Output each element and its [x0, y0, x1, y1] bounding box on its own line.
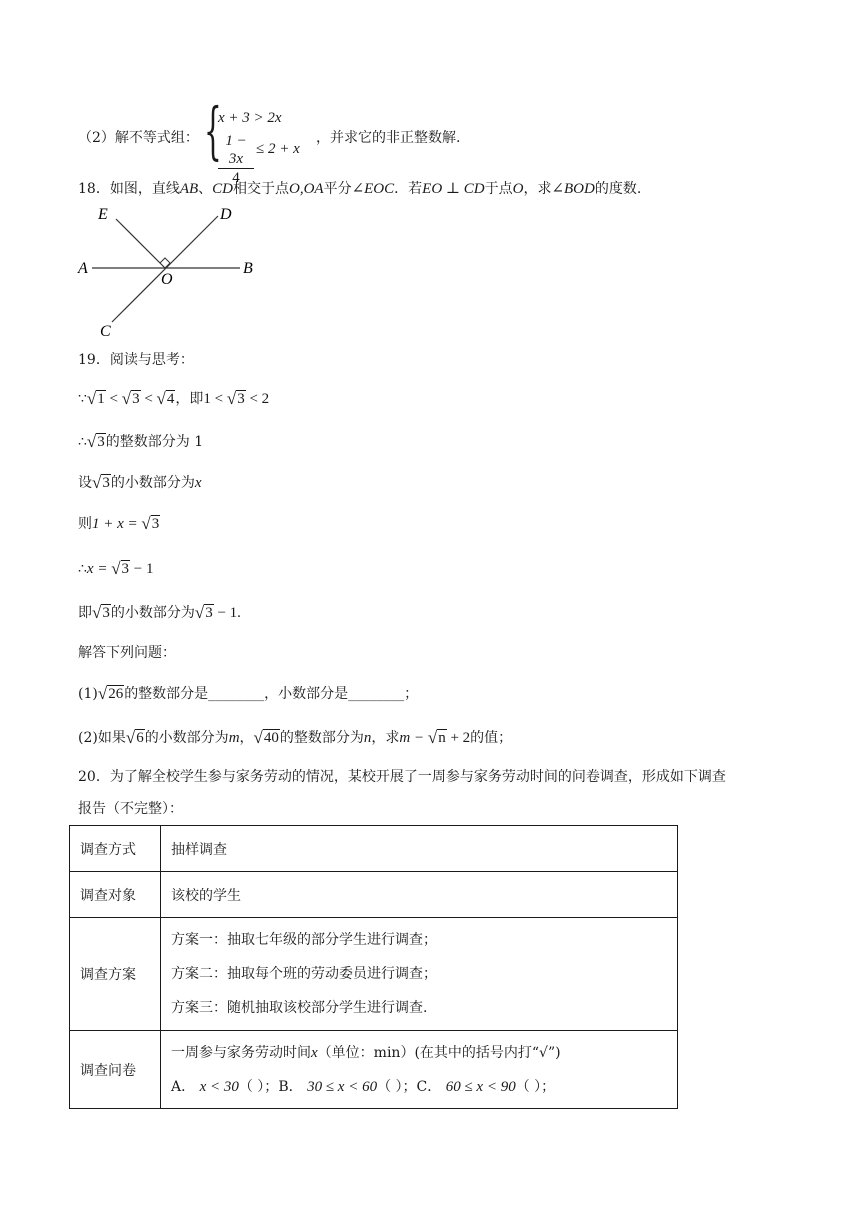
sqrt-3: √3 [92, 603, 110, 622]
point-o: O [512, 181, 524, 197]
q19-p2-e: 的值； [470, 730, 513, 746]
q19-p2-b: ， [239, 730, 254, 746]
option-c-bracket: （ ）； [515, 1078, 556, 1095]
q18-text-g: 的度数. [594, 181, 642, 197]
q19-part-2 [78, 727, 512, 748]
sqrt-3: √3 [92, 473, 110, 492]
q19-part-1 [78, 683, 418, 704]
q19-line-5 [78, 558, 154, 579]
q18-text-d: ．若 [394, 181, 423, 197]
survey-table [69, 825, 678, 1109]
q19-p2-d: ，求 [371, 730, 400, 746]
q-text-a: 一周参与家务劳动时间 [171, 1044, 311, 1061]
point-o-oa: O,OA [289, 181, 324, 197]
line-cd: CD [212, 181, 233, 197]
therefore-symbol: ∴ [78, 434, 87, 450]
label-b: B [243, 260, 253, 277]
table-value: 抽样调查 [161, 826, 678, 872]
inequality-system [204, 94, 314, 186]
q20-text-2: 报告（不完整）： [78, 801, 183, 817]
option-a-range: x < 30 [199, 1078, 239, 1095]
q19-p1-pre: (1) [78, 686, 98, 702]
eo-perp-cd: EO ⊥ CD [422, 181, 485, 197]
fraction-denominator: 4 [232, 170, 240, 186]
plan-3: 方案三：随机抽取该校部分学生进行调查. [171, 1000, 428, 1016]
q18-text [78, 179, 641, 199]
q19-l1-c2: < 2 [245, 391, 270, 407]
q19-line-4 [78, 513, 160, 534]
q19-p1-text: 的整数部分是________，小数部分是________； [124, 686, 419, 702]
q18-text-c: 平分 [323, 181, 352, 197]
therefore-symbol: ∴ [78, 561, 87, 577]
sqrt-3: √3 [121, 389, 140, 408]
q18-text-a: 如图，直线 [109, 181, 180, 197]
table-row [70, 1031, 678, 1109]
q19-l4-eq: 1 + x = [92, 516, 142, 532]
brace: { [204, 94, 222, 167]
sqrt-3: √3 [141, 514, 160, 533]
var-m: m [228, 730, 240, 746]
q19-p2-pre: (2)如果 [78, 730, 126, 746]
table-key: 调查方案 [70, 918, 161, 1031]
table-row [70, 826, 678, 872]
q19-title-text: 阅读与思考： [109, 352, 194, 368]
plan-1: 方案一：抽取七年级的部分学生进行调查； [171, 932, 437, 948]
q19-l3-text: 的小数部分为 [110, 475, 195, 491]
table-row [70, 872, 678, 918]
q19-title [78, 350, 194, 370]
q19-p2-expr1: m − [399, 730, 428, 746]
option-c-range: 60 ≤ x < 90 [445, 1078, 516, 1095]
q20-text-1-body: 为了解全校学生参与家务劳动的情况，某校开展了一周参与家务劳动时间的问卷调查，形成如下调查 [109, 769, 726, 785]
table-value: 该校的学生 [161, 872, 678, 918]
inequality-1: x + 3 > 2x [218, 110, 282, 126]
q19-l5-eq: x = [86, 561, 112, 577]
sqrt-4: √4 [156, 389, 175, 408]
var-x: x [311, 1044, 318, 1061]
angle-bod: ∠BOD [551, 181, 595, 197]
q19-line-1 [78, 388, 269, 409]
table-row [70, 918, 678, 1031]
q20-text-1 [78, 767, 726, 787]
q19-line-3 [78, 472, 202, 493]
label-c: C [100, 323, 111, 340]
q18-sep: 、 [198, 181, 213, 197]
var-n: n [363, 730, 372, 746]
sqrt-26: √26 [97, 684, 124, 703]
table-key: 调查方式 [70, 826, 161, 872]
lt: < [105, 391, 122, 407]
q19-line-6 [78, 602, 241, 623]
option-c-label: C． [416, 1078, 442, 1095]
sqrt-3: √3 [194, 603, 213, 622]
table-value [161, 1031, 678, 1109]
inequality-2-rest: ≤ 2 + x [256, 141, 300, 157]
q19-l1-mid: ，即 [175, 391, 204, 407]
q19-l2-text: 的整数部分为 1 [105, 434, 204, 450]
label-d: D [220, 206, 232, 223]
right-angle-mark [160, 258, 170, 268]
q17-2-prefix: （2）解不等式组： [78, 130, 199, 146]
line-cd-segment [112, 216, 218, 322]
option-b-bracket: （ ）； [377, 1078, 417, 1095]
ray-oe [116, 219, 165, 268]
sqrt-6: √6 [125, 728, 144, 747]
option-b-label: B． [278, 1078, 303, 1095]
table-value [161, 918, 678, 1031]
label-e: E [98, 206, 108, 223]
option-b-range: 30 ≤ x < 60 [307, 1078, 378, 1095]
line-ab: AB [179, 181, 199, 197]
sqrt-1: √1 [86, 389, 105, 408]
q19-l1-c1: 1 < [203, 391, 227, 407]
angle-eoc: ∠EOC [351, 181, 395, 197]
plan-2: 方案二：抽取每个班的劳动委员进行调查； [171, 966, 437, 982]
because-symbol: ∵ [78, 391, 87, 407]
q19-p2-c: 的整数部分为 [279, 730, 364, 746]
q17-2-suffix: ，并求它的非正整数解. [316, 130, 461, 146]
q19-l6-pre: 即 [78, 605, 92, 621]
option-a-bracket: （ ）； [238, 1078, 279, 1095]
table-key: 调查问卷 [70, 1031, 161, 1109]
geometry-figure [70, 200, 270, 345]
sqrt-n: √n [427, 728, 446, 747]
label-a: A [78, 260, 88, 277]
fraction-numerator: 1 − 3x [218, 132, 254, 169]
q20-number: 20． [78, 769, 110, 785]
q19-l6-tail: − 1. [213, 605, 241, 621]
q19-l4-pre: 则 [78, 516, 92, 532]
q19-ask: 解答下列问题： [78, 645, 176, 661]
q18-number: 18． [78, 181, 110, 197]
var-x: x [194, 475, 202, 491]
lt: < [140, 391, 157, 407]
q19-l6-text: 的小数部分为 [110, 605, 195, 621]
option-a-label: A． [171, 1078, 196, 1095]
sqrt-40: √40 [253, 728, 279, 747]
q18-text-e: 于点 [484, 181, 513, 197]
q19-p2-a: 的小数部分为 [144, 730, 229, 746]
q-text-b: （单位：min）(在其中的括号内打“√”) [317, 1044, 561, 1061]
questionnaire-line-2 [171, 1070, 667, 1104]
table-key: 调查对象 [70, 872, 161, 918]
questionnaire-line-1 [171, 1036, 667, 1070]
q19-l3-pre: 设 [78, 475, 92, 491]
q19-line-2 [78, 431, 203, 452]
q19-p2-expr2: + 2 [446, 730, 471, 746]
label-o: O [161, 271, 173, 288]
sqrt-3: √3 [226, 389, 245, 408]
q19-l5-tail: − 1 [130, 561, 154, 577]
q18-text-b: 相交于点 [233, 181, 289, 197]
sqrt-3: √3 [86, 432, 105, 451]
sqrt-3: √3 [111, 559, 130, 578]
q19-number: 19． [78, 352, 110, 368]
q18-text-f: ，求 [523, 181, 552, 197]
